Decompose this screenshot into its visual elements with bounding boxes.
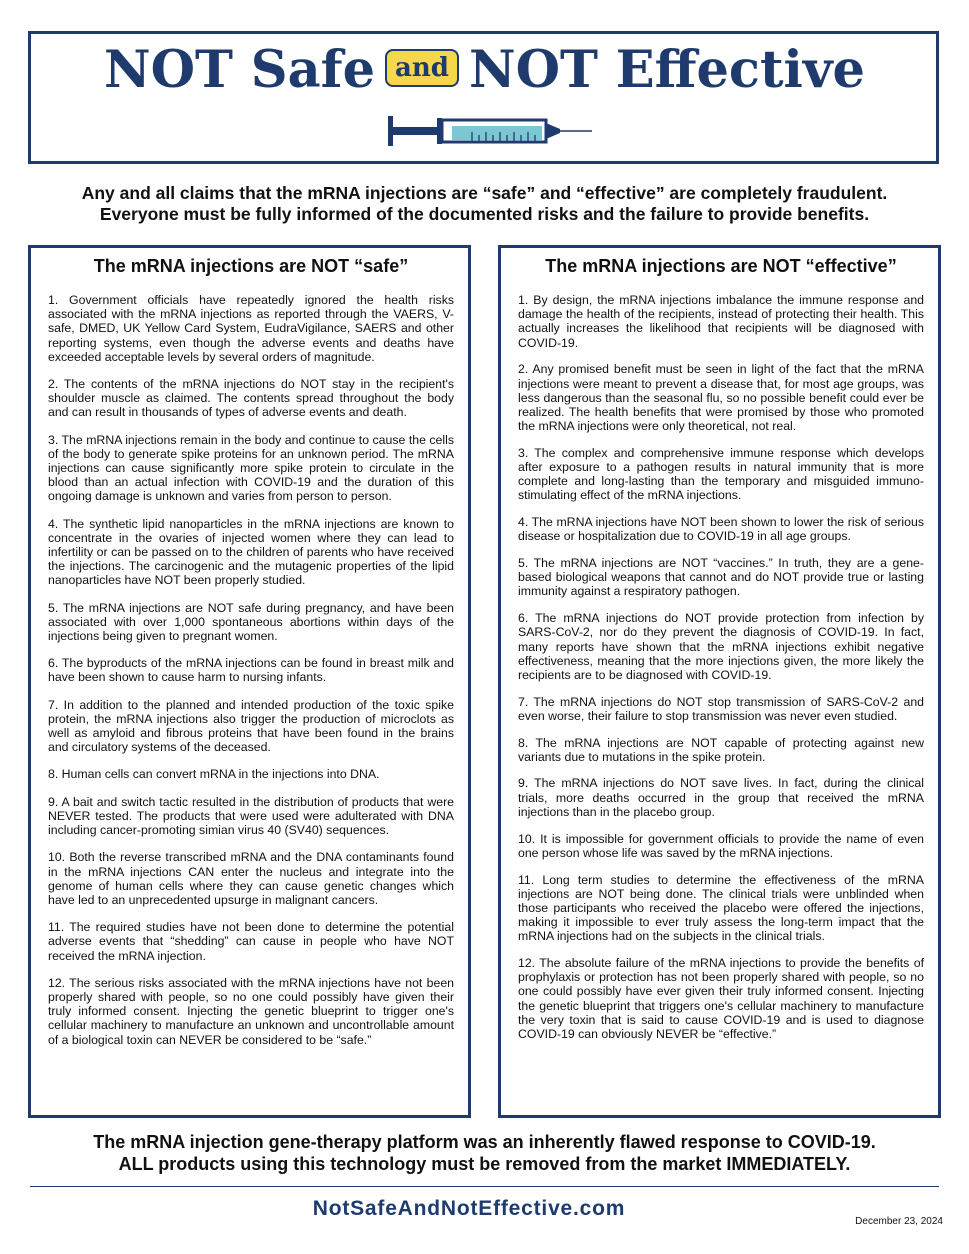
list-item: 10. Both the reverse transcribed mRNA and the DNA contaminants found in the mRNA injections CAN enter the nucleus and integrate into the genome of human cells where they can cause genetic changes which have led to an unprecedented upsurge in malignant cancers. — [48, 850, 454, 907]
list-item: 6. The mRNA injections do NOT provide protection from infection by SARS-CoV-2, nor do they prevent the diagnosis of COVID-19. In fact, many reports have shown that the mRNA injections exhibit negative effectiveness, meaning that the more injections given, the more likely the recipients are to be diagnosed with COVID-19. — [518, 611, 924, 682]
list-item: 12. The serious risks associated with the mRNA injections have not been properly shared with people, so no one could possibly have given their truly informed consent. Injecting the genetic blueprint to trigger one's cellular machinery to manufacture an unknown and uncontrollable amount of a biological toxin can NEVER be considered to be “safe.” — [48, 975, 454, 1047]
list-item: 3. The mRNA injections remain in the body and continue to cause the cells of the body to generate spike proteins for an unknown period. The mRNA injections can cause significantly more spike protein to circulate in the blood than an actual infection with COVID-19 and the duration of this ongoing damage is unknown and varies from person to person. — [48, 432, 454, 504]
intro-line-2: Everyone must be fully informed of the documented risks and the failure to provide benefits. — [99, 204, 870, 224]
list-item: 11. Long term studies to determine the effectiveness of the mRNA injections are NOT being done. The clinical trials were unblinded when those participants who received the placebo were offered the injections, making it impossible to ever truly assess the long-term impact that the mRNA injections had on the subjects in the clinical trials. — [518, 872, 924, 944]
syringe-icon — [384, 113, 594, 149]
list-item: 5. The mRNA injections are NOT “vaccines.” In truth, they are a gene-based biological weapons that cannot and do NOT provide true or lasting immunity against a respiratory pathogen. — [518, 556, 924, 599]
footer-divider — [30, 1186, 939, 1187]
list-item: 2. The contents of the mRNA injections do NOT stay in the recipient's shoulder muscle as claimed. The contents spread throughout the body and can result in thousands of types of adverse events and death. — [48, 377, 454, 420]
list-item: 6. The byproducts of the mRNA injections can be found in breast milk and have been shown to cause harm to nursing infants. — [48, 656, 454, 685]
list-item: 3. The complex and comprehensive immune response which develops after exposure to a pathogen results in natural immunity that is more complete and long-lasting than the temporary and misguided immuno-stimulating effect of the mRNA injections. — [518, 445, 924, 503]
list-item: 8. Human cells can convert mRNA in the injections into DNA. — [48, 767, 380, 782]
publication-date: December 23, 2024 — [855, 1216, 943, 1227]
intro-line-1: Any and all claims that the mRNA injections are “safe” and “effective” are completely fraudulent. — [81, 183, 888, 203]
list-item: 5. The mRNA injections are NOT safe during pregnancy, and have been associated with over 1,000 spontaneous abortions within days of the injections being given to pregnant women. — [48, 600, 454, 644]
list-item: 4. The synthetic lipid nanoparticles in the mRNA injections are known to concentrate in the ovaries of injected women where they can lead to infertility or can be passed on to the children of parents who have received the injections. The carcinogenic and the mutagenic properties of the lipid nanoparticles have NOT been properly studied. — [48, 516, 454, 588]
list-item: 2. Any promised benefit must be seen in light of the fact that the mRNA injections were meant to prevent a disease that, for most age groups, was less dangerous than the seasonal flu, so no possible benefit could ever be realized. The health benefits that were promised by those who promoted the mRNA injections were only theoretical, not real. — [518, 362, 924, 434]
closing-line-2: ALL products using this technology must be removed from the market IMMEDIATELY. — [118, 1154, 851, 1174]
not-safe-column — [28, 245, 471, 1118]
title-not-safe: NOT Safe — [104, 40, 376, 100]
list-item: 4. The mRNA injections have NOT been shown to lower the risk of serious disease or hospitalization due to COVID-19 in all age groups. — [518, 515, 924, 544]
not-safe-heading: The mRNA injections are NOT “safe” — [93, 256, 409, 276]
website-link[interactable]: NotSafeAndNotEffective.com — [312, 1197, 626, 1220]
list-item: 7. The mRNA injections do NOT stop transmission of SARS-CoV-2 and even worse, their failure to stop transmission was never even studied. — [518, 694, 924, 723]
list-item: 11. The required studies have not been done to determine the potential adverse events that “shedding” can cause in people who have NOT received the mRNA injection. — [48, 920, 454, 963]
list-item: 9. A bait and switch tactic resulted in the distribution of products that were NEVER tested. The products that were used were adulterated with DNA including cancer-promoting simian virus 40 (SV40) sequences. — [48, 794, 454, 838]
list-item: 12. The absolute failure of the mRNA injections to provide the benefits of prophylaxis or protection has not been properly shared with people, so no one could possibly have ever given their truly informed consent. Injecting the genetic blueprint that triggers one's cellular machinery to manufacture the very toxin that is said to cause COVID-19 and is used to diagnose COVID-19 can obviously NEVER be “effective.” — [518, 956, 924, 1042]
page-title — [0, 40, 969, 100]
not-effective-heading: The mRNA injections are NOT “effective” — [545, 256, 897, 276]
list-item: 9. The mRNA injections do NOT save lives. In fact, during the clinical trials, more deaths occurred in the group that received the mRNA injections than in the placebo group. — [518, 776, 924, 819]
closing-statement — [20, 1131, 949, 1175]
list-item: 7. In addition to the planned and intended production of the toxic spike protein, the mRNA injections also trigger the production of microclots as well as amyloid and fibrous proteins that have been found in the brains and circulatory systems of the deceased. — [48, 697, 454, 755]
intro-statement — [20, 183, 949, 225]
list-item: 10. It is impossible for government officials to provide the name of even one person whose life was saved by the mRNA injections. — [518, 831, 924, 860]
list-item: 1. By design, the mRNA injections imbalance the immune response and damage the health of the recipients, instead of protecting their health. This actually increases the likelihood that recipients will be diagnosed with COVID-19. — [518, 293, 924, 350]
closing-line-1: The mRNA injection gene-therapy platform was an inherently flawed response to COVID-19. — [93, 1132, 876, 1152]
list-item: 8. The mRNA injections are NOT capable of protecting against new variants due to mutations in the spike protein. — [518, 735, 924, 764]
title-not-effective: NOT Effective — [468, 40, 865, 100]
list-item: 1. Government officials have repeatedly ignored the health risks associated with the mRNA injections as reported through the VAERS, V-safe, DMED, UK Yellow Card System, EudraVigilance, SAERS and other reporting systems, even though the adverse events and deaths have exceeded acceptable levels by several orders of magnitude. — [48, 293, 454, 364]
title-and-badge: and — [385, 49, 459, 87]
not-effective-column — [498, 245, 941, 1118]
